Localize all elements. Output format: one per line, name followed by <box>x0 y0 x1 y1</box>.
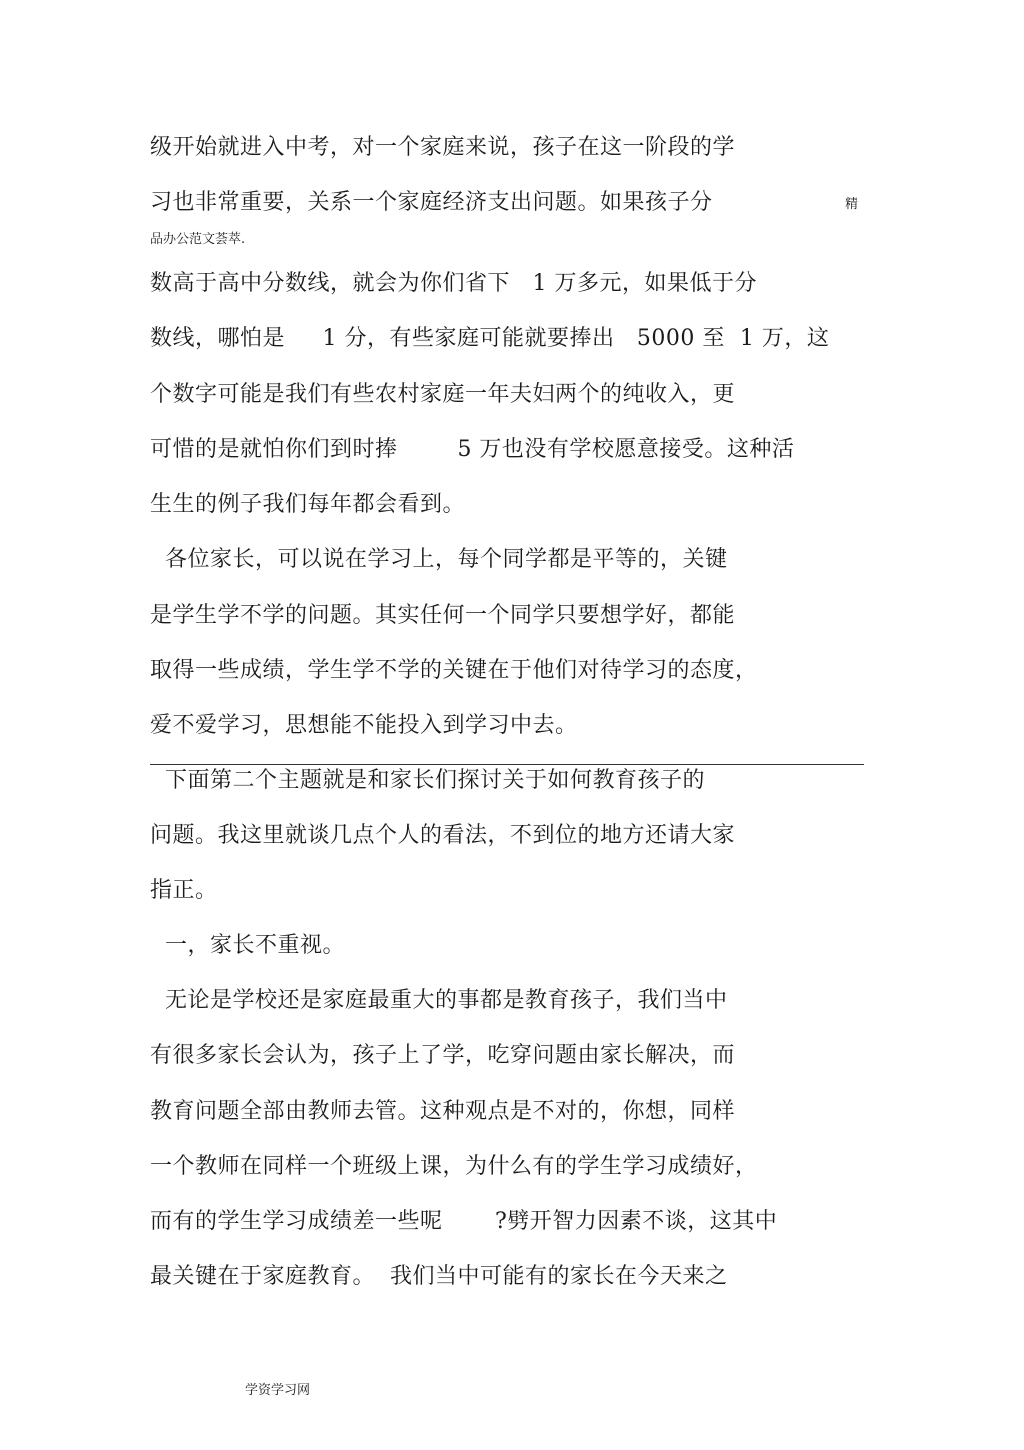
text-line: 无论是学校还是家庭最重大的事都是教育孩子，我们当中 <box>150 988 728 1013</box>
text-line: 是学生学不学的问题。其实任何一个同学只要想学好，都能 <box>150 603 736 628</box>
text-line: 而有的学生学习成绩差一些呢 ?劈开智力因素不谈，这其中 <box>150 1209 778 1234</box>
text-line: 指正。 <box>150 878 218 903</box>
side-mark: 精 <box>845 197 859 212</box>
text-line: 教育问题全部由教师去管。这种观点是不对的，你想，同样 <box>150 1099 736 1124</box>
text-line: 一，家长不重视。 <box>150 933 345 958</box>
text-line: 数线，哪怕是 1 分，有些家庭可能就要捧出 5000 至 1 万，这 <box>150 326 830 351</box>
text-line: 取得一些成绩，学生学不学的关键在于他们对待学习的态度， <box>150 658 758 683</box>
text-line: 数高于高中分数线，就会为你们省下 1 万多元，如果低于分 <box>150 271 757 296</box>
footer-source: 学资学习网 <box>245 1383 311 1398</box>
source-note: 品办公范文荟萃. <box>150 232 246 247</box>
text-line: 问题。我这里就谈几点个人的看法，不到位的地方还请大家 <box>150 823 736 848</box>
text-line: 级开始就进入中考，对一个家庭来说，孩子在这一阶段的学 <box>150 135 736 160</box>
text-line: 生生的例子我们每年都会看到。 <box>150 492 466 517</box>
text-line: 习也非常重要，关系一个家庭经济支出问题。如果孩子分 <box>150 190 713 215</box>
text-line: 爱不爱学习，思想能不能投入到学习中去。 <box>150 713 578 738</box>
text-line: 最关键在于家庭教育。 我们当中可能有的家长在今天来之 <box>150 1264 728 1289</box>
text-line: 有很多家长会认为，孩子上了学，吃穿问题由家长解决，而 <box>150 1043 736 1068</box>
text-line: 可惜的是就怕你们到时捧 5 万也没有学校愿意接受。这种活 <box>150 437 795 462</box>
text-line: 各位家长，可以说在学习上，每个同学都是平等的，关键 <box>150 547 728 572</box>
text-line: 个数字可能是我们有些农村家庭一年夫妇两个的纯收入，更 <box>150 382 736 407</box>
text-line: 一个教师在同样一个班级上课，为什么有的学生学习成绩好， <box>150 1154 758 1179</box>
divider-line <box>150 764 864 765</box>
text-line: 下面第二个主题就是和家长们探讨关于如何教育孩子的 <box>150 768 705 793</box>
